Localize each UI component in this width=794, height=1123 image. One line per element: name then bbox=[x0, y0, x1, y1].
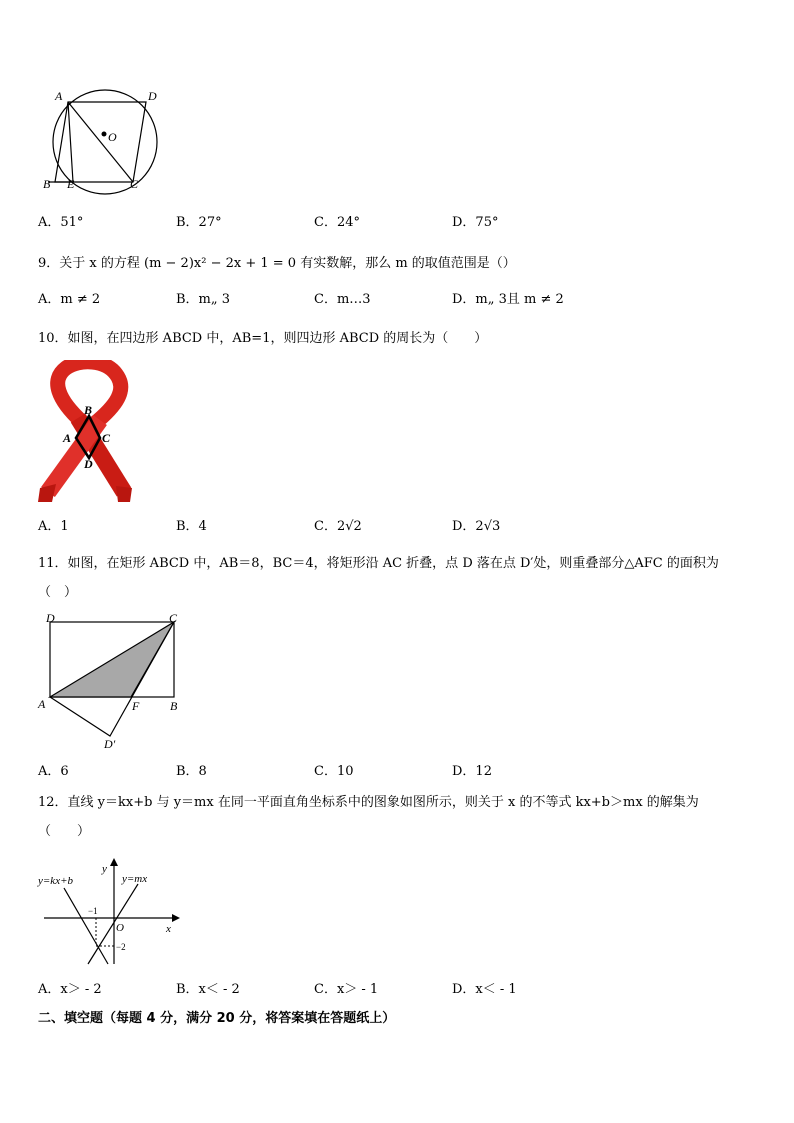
q8-label-B: B bbox=[43, 177, 51, 191]
q9-option-c[interactable]: C．m…3 bbox=[314, 292, 371, 307]
q12-label-line-kx-plus-b: y=kx+b bbox=[38, 875, 73, 887]
q10-option-a[interactable]: A．1 bbox=[38, 519, 69, 534]
q12-label-x: x bbox=[166, 923, 171, 935]
q11-answer-paren: （ ） bbox=[38, 585, 78, 600]
q11-label-D-prime: D′ bbox=[104, 737, 116, 751]
q8-option-d[interactable]: D．75° bbox=[452, 215, 499, 230]
q12-coordinate-figure bbox=[36, 856, 186, 968]
q10-option-d[interactable]: D．2√3 bbox=[452, 519, 501, 534]
q11-rectangle-figure bbox=[36, 612, 196, 752]
q12-label-origin: O bbox=[116, 922, 124, 934]
q12-option-c[interactable]: C．x＞ - 1 bbox=[314, 982, 379, 997]
q10-option-b[interactable]: B．4 bbox=[176, 519, 207, 534]
q10-question: 10．如图，在四边形 ABCD 中，AB=1，则四边形 ABCD 的周长为（ ） bbox=[38, 331, 488, 346]
q8-label-C: C bbox=[130, 177, 139, 191]
q8-option-c[interactable]: C．24° bbox=[314, 215, 360, 230]
q11-overlap-triangle-afc bbox=[50, 622, 174, 697]
q11-question: 11．如图，在矩形 ABCD 中，AB＝8，BC＝4，将矩形沿 AC 折叠，点 D 落在点 D′处，则重叠部分△AFC 的面积为 bbox=[38, 556, 719, 571]
q9-option-a[interactable]: A．m ≠ 2 bbox=[38, 292, 101, 307]
q8-center-point bbox=[102, 132, 107, 137]
q8-option-a[interactable]: A．51° bbox=[38, 215, 84, 230]
q12-option-d[interactable]: D．x＜ - 1 bbox=[452, 982, 517, 997]
q10-label-A: A bbox=[63, 431, 72, 445]
q8-diagonal-ac bbox=[68, 102, 133, 182]
q12-answer-paren: （ ） bbox=[38, 824, 91, 839]
q12-tick-minus-2: −2 bbox=[116, 942, 126, 952]
q11-label-A: A bbox=[38, 697, 46, 711]
q10-label-D: D bbox=[84, 457, 93, 471]
q11-label-B: B bbox=[170, 699, 178, 713]
q12-label-y: y bbox=[102, 863, 107, 875]
q9-option-b[interactable]: B．m„ 3 bbox=[176, 292, 231, 307]
q8-label-A: A bbox=[55, 89, 63, 103]
q8-label-E: E bbox=[67, 177, 75, 191]
q12-option-b[interactable]: B．x＜ - 2 bbox=[176, 982, 240, 997]
q12-option-a[interactable]: A．x＞ - 2 bbox=[38, 982, 102, 997]
q8-circle-figure bbox=[38, 86, 168, 196]
q10-ribbon-figure bbox=[38, 360, 133, 502]
q12-label-line-mx: y=mx bbox=[122, 873, 148, 885]
q12-line-kx-plus-b bbox=[64, 888, 108, 964]
q8-label-D: D bbox=[148, 89, 157, 103]
q11-option-d[interactable]: D．12 bbox=[452, 764, 492, 779]
q11-label-D: D bbox=[46, 612, 55, 625]
q10-option-c[interactable]: C．2√2 bbox=[314, 519, 362, 534]
q12-question: 12．直线 y＝kx+b 与 y＝mx 在同一平面直角坐标系中的图象如图所示，则关于 x 的不等式 kx+b＞mx 的解集为 bbox=[38, 795, 699, 810]
q10-label-C: C bbox=[102, 431, 111, 445]
q11-label-F: F bbox=[132, 699, 140, 713]
q8-segment-ae bbox=[68, 102, 73, 182]
q8-label-O: O bbox=[108, 130, 117, 144]
q9-question: 9．关于 x 的方程 (m − 2)x² − 2x + 1 = 0 有实数解，那么 m 的取值范围是（） bbox=[38, 256, 516, 271]
q11-option-a[interactable]: A．6 bbox=[38, 764, 69, 779]
q9-option-d[interactable]: D．m„ 3且 m ≠ 2 bbox=[452, 292, 564, 307]
q11-option-b[interactable]: B．8 bbox=[176, 764, 207, 779]
q10-label-B: B bbox=[84, 403, 93, 417]
q11-label-C: C bbox=[169, 612, 178, 625]
q11-option-c[interactable]: C．10 bbox=[314, 764, 354, 779]
q12-tick-minus-1: −1 bbox=[88, 906, 98, 916]
q8-option-b[interactable]: B．27° bbox=[176, 215, 222, 230]
section-heading-fill-in: 二、填空题（每题 4 分，满分 20 分，将答案填在答题纸上） bbox=[38, 1011, 396, 1026]
